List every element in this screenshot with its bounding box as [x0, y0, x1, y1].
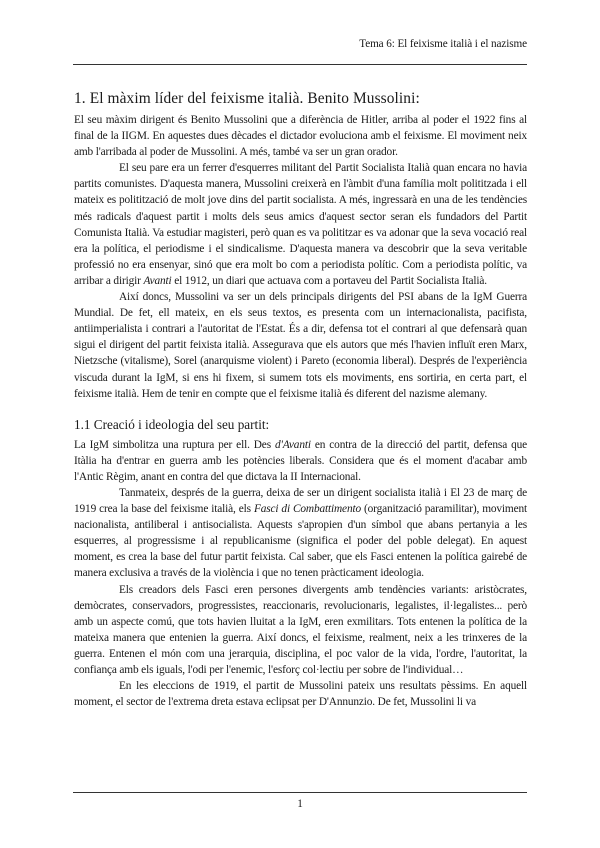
- paragraph-text: (organització paramilitar), moviment nacionalista, antiliberal i antisocialista. Aquests s'apropien d'un símbol que abans pertanyia a les esquerres, al progressisme i al republicanisme (significa el poder del poble delegat). En aquest moment, es crea la base del futur partit feixista. Cal saber, que els Fasci entenen la política gairebé de manera exclusiva a través de la violència i que no tenen pràcticament ideologia.: [74, 503, 528, 580]
- header-rule: [73, 64, 527, 65]
- paragraph-text: El seu pare era un ferrer d'esquerres militant del Partit Socialista Italià quan encara no havia partits comunistes. D'aquesta manera, Mussolini creixerà en l'àmbit d'una família molt polititzada i ell mateix es politització de molt jove dins del partit socialista. A més, ingressarà en una de les tendències més radicals d'aquest partit i molts dels seus amics d'aquest sector seran els fundadors del Partit Comunista Italià. Va estudiar magisteri, però quan es va polititzar es va adonar que la seva vocació real era la política, el periodisme i el sindicalisme. D'aquesta manera va descobrir que la seva veritable professió no era ensenyar, sinó que era molt bo com a periodista polític. Com a periodista polític, va arribar a dirigir: [74, 162, 527, 287]
- paragraph-text: La IgM simbolitza una ruptura per ell. Des: [74, 438, 271, 451]
- organization-name: Fasci di Combattimento: [253, 503, 361, 516]
- footer-rule: [73, 792, 527, 793]
- newspaper-title: d'Avanti: [274, 438, 311, 451]
- newspaper-title: Avanti: [143, 274, 172, 287]
- paragraph-text: en contra de la direcció del partit, defensa que Itàlia ha d'entrar en guerra amb les potències liberals. Considera que és el moment d'acabar amb l'Antic Règim, anant en contra del que dictava la II Internacional.: [74, 438, 528, 483]
- paragraph: Així doncs, Mussolini va ser un dels principals dirigents del PSI abans de la IgM Guerra Mundial. De fet, ell mateix, en els seus textos, es presenta com un internacionalista, pacifista, antiimperialista i contrari a l'autoritat de l'Estat. És a dir, defensa tot el contrari al que defensarà quan sigui el dirigent del partit feixista italià. Assegurava que els autors que més l'havien influït eren Marx, Nietzsche (vitalisme), Sorel (anarquisme violent) i Pareto (economia liberal). Després de l'experiència viscuda durant la IgM, si ens hi fixem, si sumem tots els moviments, ens sortiria, en certa part, el feixisme italià. Hem de tenir en compte que el feixisme italià és diferent del nazisme alemany.: [74, 291, 527, 400]
- paragraph: En les eleccions de 1919, el partit de Mussolini pateix uns resultats pèssims. En aquell moment, el sector de l'extrema dreta estava eclipsat per D'Annunzio. De fet, Mussolini li va: [74, 680, 527, 709]
- section-heading: 1. El màxim líder del feixisme italià. Benito Mussolini:: [74, 90, 420, 107]
- paragraph: El seu màxim dirigent és Benito Mussolini que a diferència de Hitler, arriba al poder el 1922 fins al final de la IIGM. En aquestes dues dècades el dictador evoluciona amb el feixisme. El moviment neix amb l'arribada al poder de Mussolini. A més, també va ser un gran orador.: [74, 114, 527, 159]
- running-header: Tema 6: El feixisme italià i el nazisme: [359, 38, 527, 50]
- paragraph: Els creadors dels Fasci eren persones divergents amb tendències variants: aristòcrates, demòcrates, conservadors, progressistes, reaccionaris, revolucionaris, legalistes, il·legalistes... però amb un aspecte comú, que tots havien lluitat a la IgM, eren exmilitars. Tots entenen la política de la mateixa manera que entenien la guerra. Així doncs, el feixisme, realment, neix a les trinxeres de la guerra. Entenen el món com una jerarquia, disciplina, el poc valor de la vida, l'ordre, l'autoritat, la confiança amb els iguals, l'odi per l'enemic, l'esforç col·lectiu per sobre de l'individual…: [74, 583, 527, 676]
- paragraph-text: Tanmateix, després de la guerra, deixa de ser un dirigent socialista italià i El 23 de març de 1919 crea la base del feixisme italià, els: [74, 486, 527, 516]
- paragraph: [74, 160, 527, 289]
- paragraph-text: el 1912, un diari que actuava com a portaveu del Partit Socialista Italià.: [174, 274, 487, 287]
- paragraph: [74, 437, 527, 485]
- subsection-heading: 1.1 Creació i ideologia del seu partit:: [74, 416, 270, 432]
- page-body: [74, 90, 527, 710]
- page-number: 1: [297, 798, 303, 810]
- paragraph: [74, 485, 527, 582]
